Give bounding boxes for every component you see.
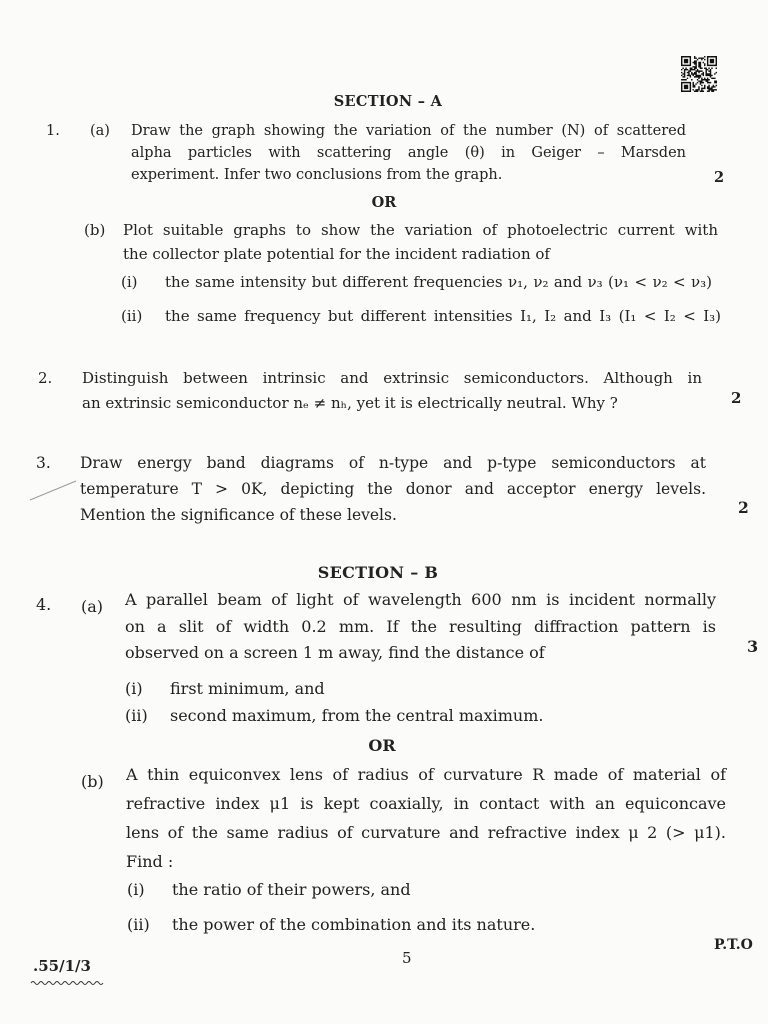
text-line: Draw the graph showing the variation of the number (N) of scattered xyxy=(131,123,686,139)
text-line: Plot suitable graphs to show the variation of photoelectric current with xyxy=(123,221,718,239)
question-2-text xyxy=(82,366,702,416)
text-line: lens of the same radius of curvature and refractive index μ 2 (> μ1). xyxy=(126,823,726,842)
question-1a-label: (a) xyxy=(90,123,110,139)
question-4a-label: (a) xyxy=(81,597,104,616)
text-line: Mention the significance of these levels. xyxy=(80,506,397,524)
question-1b-i-label: (i) xyxy=(121,273,138,291)
text-line: on a slit of width 0.2 mm. If the resulting diffraction pattern is xyxy=(125,616,716,636)
question-4-number: 4. xyxy=(36,595,52,614)
text-line: Distinguish between intrinsic and extrinsic semiconductors. Although in xyxy=(82,369,702,387)
question-4b-text xyxy=(126,760,726,876)
or-divider-q1: OR xyxy=(371,194,397,211)
question-3-number: 3. xyxy=(36,454,51,472)
text-line: alpha particles with scattering angle (θ) in Geiger – Marsden xyxy=(131,145,686,161)
question-4b-i-label: (i) xyxy=(127,880,145,899)
text-line: temperature T > 0K, depicting the donor and acceptor energy levels. xyxy=(80,480,706,498)
or-divider-q4: OR xyxy=(368,736,396,755)
question-2-marks: 2 xyxy=(731,389,742,407)
qr-code-graphic xyxy=(681,56,717,92)
question-1-number: 1. xyxy=(46,123,60,139)
question-1b-text xyxy=(123,218,718,266)
question-4b-ii-text: the power of the combination and its nature. xyxy=(172,915,536,934)
pencil-mark xyxy=(28,478,80,502)
text-line: observed on a screen 1 m away, find the distance of xyxy=(125,643,545,662)
text-line: A thin equiconvex lens of radius of curvature R made of material of xyxy=(126,765,726,784)
text-line: the same intensity but different frequencies ν₁, ν₂ and ν₃ (ν₁ < ν₂ < ν₃) xyxy=(165,273,712,291)
page-number: 5 xyxy=(402,949,412,967)
question-4b-ii-label: (ii) xyxy=(127,915,150,934)
section-b-title: SECTION – B xyxy=(317,563,439,582)
text-line: experiment. Infer two conclusions from the graph. xyxy=(131,167,503,183)
text-line: Find : xyxy=(126,852,174,871)
text-line: the same frequency but different intensities I₁, I₂ and I₃ (I₁ < I₂ < I₃) xyxy=(165,307,721,325)
question-3-text xyxy=(80,450,706,528)
text-line: A parallel beam of light of wavelength 600 nm is incident normally xyxy=(125,590,716,609)
paper-code: .55/1/3 xyxy=(33,957,91,975)
please-turn-over: P.T.O xyxy=(714,937,753,953)
paper-code-wavy-underline xyxy=(30,979,106,987)
question-1b-ii-label: (ii) xyxy=(121,307,143,325)
section-a-title: SECTION – A xyxy=(333,93,443,110)
question-1b-i-text xyxy=(165,271,712,293)
question-1a-text xyxy=(131,120,686,186)
question-1-marks: 2 xyxy=(714,169,725,186)
text-line: the collector plate potential for the incident radiation of xyxy=(123,245,550,263)
question-4a-ii-text: second maximum, from the central maximum. xyxy=(170,706,544,725)
qr-modules xyxy=(681,56,717,92)
text-line: Draw energy band diagrams of n-type and p-type semiconductors at xyxy=(80,454,706,472)
question-3-marks: 2 xyxy=(738,498,749,517)
question-4-marks: 3 xyxy=(747,637,759,656)
question-1b-ii-text xyxy=(165,305,721,327)
question-4a-i-label: (i) xyxy=(125,679,143,698)
question-4a-ii-label: (ii) xyxy=(125,706,148,725)
qr-code-icon xyxy=(681,56,717,92)
question-4a-text xyxy=(125,587,716,667)
text-line: refractive index μ1 is kept coaxially, in contact with an equiconcave xyxy=(126,794,726,813)
question-2-number: 2. xyxy=(38,369,53,387)
question-4b-label: (b) xyxy=(81,772,104,791)
question-4b-i-text: the ratio of their powers, and xyxy=(172,880,411,899)
question-1b-label: (b) xyxy=(84,221,106,239)
question-4a-i-text: first minimum, and xyxy=(170,679,325,698)
text-line: an extrinsic semiconductor nₑ ≠ nₕ, yet it is electrically neutral. Why ? xyxy=(82,394,618,412)
